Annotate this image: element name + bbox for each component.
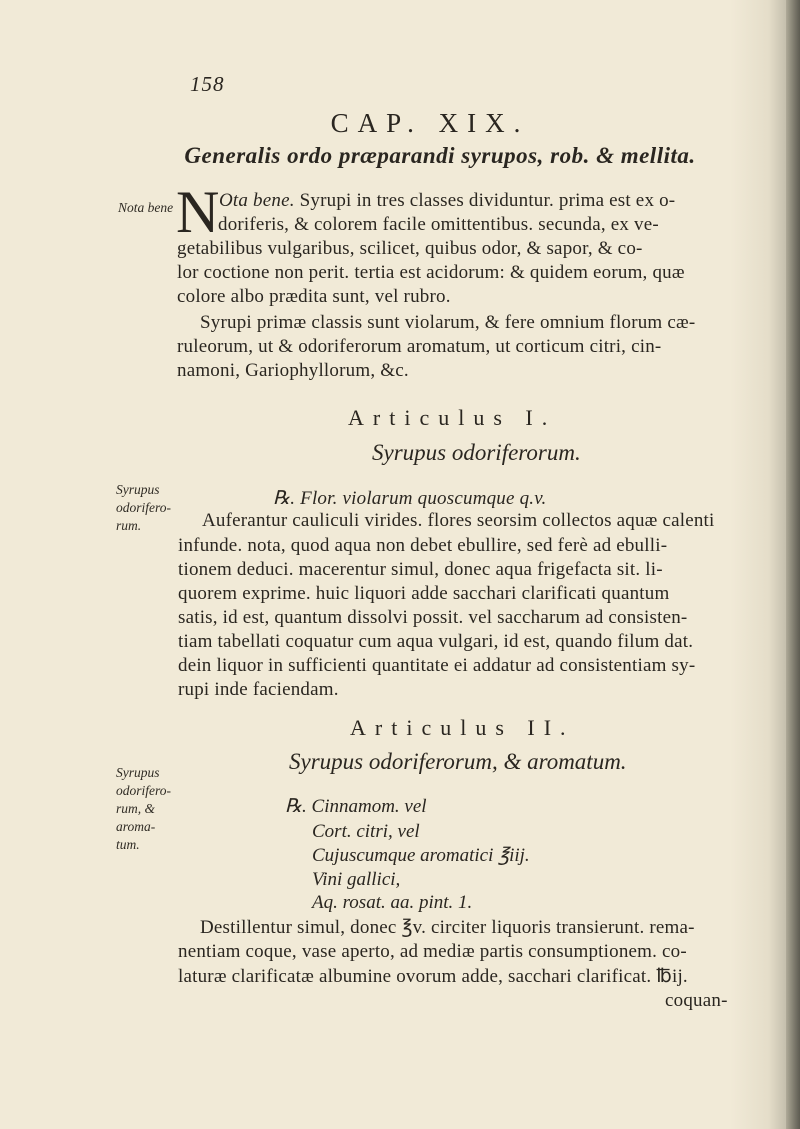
drop-cap: N <box>176 179 220 245</box>
articulus-2-heading: Articulus II. <box>350 715 575 740</box>
articulus-1-line: dein liquor in sufficienti quantitate ei addatur ad consistentiam sy- <box>178 655 696 676</box>
intro-line: ruleorum, ut & odoriferorum aromatum, ut corticum citri, cin- <box>177 336 662 357</box>
ingredient-line: ℞. Cinnamom. vel <box>285 796 427 817</box>
articulus-1-line: tiam tabellati coquatur cum aqua vulgari, id est, quando filum dat. <box>178 631 694 652</box>
ingredient-line: Vini gallici, <box>312 869 401 890</box>
articulus-1-heading: Articulus I. <box>348 405 557 430</box>
articulus-1-line: satis, id est, quantum dissolvi possit. vel saccharum ad consisten- <box>178 607 688 628</box>
articulus-2-line: nentiam coque, vase aperto, ad mediæ partis consumptionem. co- <box>178 941 687 962</box>
page-number: 158 <box>190 72 225 96</box>
articulus-1-line: quorem exprime. huic liquori adde sacchari clarificati quantum <box>178 583 670 604</box>
intro-line-1: Ota bene. Syrupi in tres classes dividuntur. prima est ex o- <box>219 190 676 211</box>
intro-line: lor coctione non perit. tertia est acidorum: & quidem eorum, quæ <box>177 262 685 283</box>
intro-line: doriferis, & colorem facile omittentibus. secunda, ex ve- <box>218 214 659 235</box>
articulus-2-title: Syrupus odoriferorum, & aromatum. <box>289 749 627 774</box>
intro-line: namoni, Gariophyllorum, &c. <box>177 360 409 381</box>
recipe-line: ℞. Flor. violarum quoscumque q.v. <box>273 488 547 509</box>
intro-line: colore albo prædita sunt, vel rubro. <box>177 286 451 307</box>
margin-note-nota-bene: Nota bene <box>118 200 174 215</box>
margin-note-syrupus-1: Syrupus odorifero- rum. <box>116 482 171 533</box>
margin-note-syrupus-2: Syrupus odorifero- rum, & aroma- tum. <box>116 765 171 852</box>
catchword: coquan- <box>665 990 728 1011</box>
articulus-1-line: rupi inde faciendam. <box>178 679 339 700</box>
articulus-1-title: Syrupus odoriferorum. <box>372 440 581 465</box>
intro-line: getabilibus vulgaribus, scilicet, quibus odor, & sapor, & co- <box>177 238 643 259</box>
articulus-1-line: infunde. nota, quod aqua non debet ebullire, sed ferè ad ebulli- <box>178 535 668 556</box>
ingredient-line: Cujuscumque aromatici ℥iij. <box>312 845 530 866</box>
chapter-heading: CAP. XIX. <box>330 108 530 138</box>
binding-edge <box>786 0 800 1129</box>
articulus-1-line: Auferantur cauliculi virides. flores seorsim collectos aquæ calenti <box>202 510 715 531</box>
intro-line: Syrupi primæ classis sunt violarum, & fere omnium florum cæ- <box>200 312 696 333</box>
articulus-2-line: Destillentur simul, donec ℥v. circiter liquoris transierunt. rema- <box>200 917 695 938</box>
ingredient-line: Aq. rosat. aa. pint. 1. <box>312 892 473 913</box>
articulus-1-line: tionem deduci. macerentur simul, donec aqua frigefacta sit. li- <box>178 559 663 580</box>
chapter-subtitle: Generalis ordo præparandi syrupos, rob. & mellita. <box>184 143 696 168</box>
articulus-2-line: laturæ clarificatæ albumine ovorum adde, sacchari clarificat. ℔ij. <box>178 966 688 987</box>
ingredient-line: Cort. citri, vel <box>312 821 420 842</box>
